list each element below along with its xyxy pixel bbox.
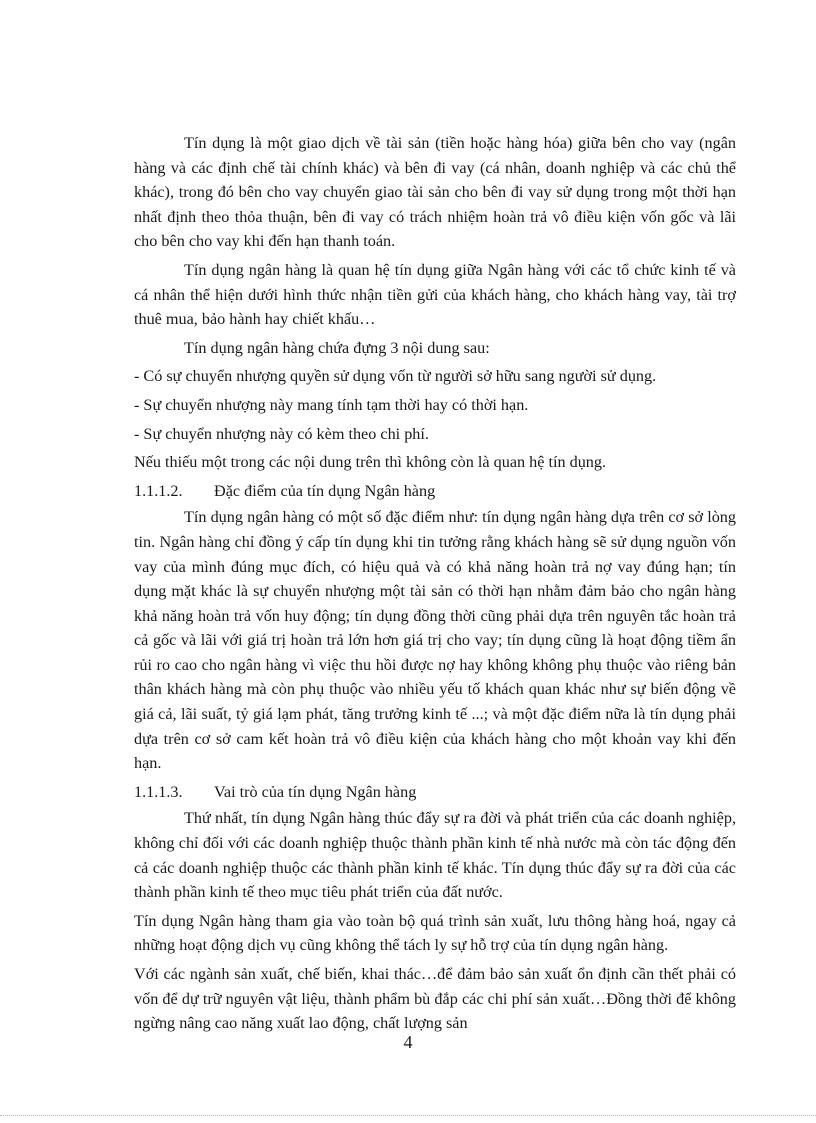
paragraph: Tín dụng ngân hàng chứa đựng 3 nội dung sau: (184, 338, 490, 357)
list-item: - Sự chuyển nhượng này mang tính tạm thời hay có thời hạn. (134, 395, 529, 414)
list-item: - Sự chuyển nhượng này có kèm theo chi phí. (134, 424, 429, 443)
section-number: 1.1.1.3. (134, 782, 183, 801)
section-title: Vai trò của tín dụng Ngân hàng (214, 782, 417, 801)
list-item: - Có sự chuyển nhượng quyền sử dụng vốn từ người sở hữu sang người sử dụng. (134, 367, 657, 386)
paragraph: Tín dụng là một giao dịch về tài sản (tiền hoặc hàng hóa) giữa bên cho vay (ngân hàng và các định chế tài chính khác) và bên đi vay (cá nhân, doanh nghiệp và các chủ thể khác), trong đó bên cho vay chuyển giao tài sản cho bên đi vay sử dụng trong một thời hạn nhất định theo thỏa thuận, bên đi vay có trách nhiệm hoàn trả vô điều kiện vốn gốc và lãi cho bên cho vay khi đến hạn thanh toán. (134, 134, 736, 251)
section-title: Đặc điểm của tín dụng Ngân hàng (214, 481, 436, 500)
document-body (134, 131, 736, 1036)
paragraph: Nếu thiếu một trong các nội dung trên thì không còn là quan hệ tín dụng. (134, 453, 607, 472)
section-number: 1.1.1.2. (134, 481, 183, 500)
paragraph: Thứ nhất, tín dụng Ngân hàng thúc đẩy sự ra đời và phát triển của các doanh nghiệp, không chỉ đối với các doanh nghiệp thuộc thành phần kinh tế nhà nước mà còn tác động đến cả các doanh nghiệp thuộc các thành phần kinh tế khác. Tín dụng thúc đẩy sự ra đời của các thành phần kinh tế theo mục tiêu phát triển của đất nước. (134, 809, 736, 902)
footer-divider (0, 1115, 816, 1116)
paragraph: Với các ngành sản xuất, chế biến, khai thác…để đảm bảo sản xuất ổn định cần thết phải có vốn để dự trữ nguyên vật liệu, thành phẩm bù đắp các chi phí sản xuất…Đồng thời để không ngừng nâng cao năng xuất lao động, chất lượng sản (134, 965, 736, 1033)
paragraph: Tín dụng ngân hàng có một số đặc điểm như: tín dụng ngân hàng dựa trên cơ sở lòng tin. Ngân hàng chỉ đồng ý cấp tín dụng khi tin tưởng rằng khách hàng sẽ sử dụng nguồn vốn vay của mình đúng mục đích, có hiệu quả và có khả năng hoàn trả nợ vay đúng hạn; tín dụng mặt khác là sự chuyển nhượng một tài sản có thời hạn nhằm đảm bảo cho ngân hàng khả năng hoàn trả vốn huy động; tín dụng đồng thời cũng phải dựa trên nguyên tắc hoàn trả cả gốc và lãi với giá trị hoàn trả lớn hơn giá trị cho vay; tín dụng cũng là hoạt động tiềm ẩn rủi ro cao cho ngân hàng vì việc thu hồi được nợ hay không không phụ thuộc vào riêng bản thân khách hàng mà còn phụ thuộc vào nhiều yếu tố khách quan khác như sự biến động về giá cả, lãi suất, tỷ giá lạm phát, tăng trưởng kinh tế ...; và một đặc điểm nữa là tín dụng phải dựa trên cơ sở cam kết hoàn trả vô điều kiện của khách hàng cho một khoản vay khi đến hạn. (134, 508, 736, 773)
section-heading (134, 479, 736, 504)
page-number: 4 (403, 1032, 413, 1052)
paragraph: Tín dụng ngân hàng là quan hệ tín dụng giữa Ngân hàng với các tổ chức kinh tế và cá nhân thể hiện dưới hình thức nhận tiền gửi của khách hàng, cho khách hàng vay, tài trợ thuê mua, bảo hành hay chiết khấu… (134, 260, 736, 329)
section-heading (134, 780, 736, 805)
paragraph: Tín dụng Ngân hàng tham gia vào toàn bộ quá trình sản xuất, lưu thông hàng hoá, ngay cả những hoạt động dịch vụ cũng không thể tách ly sự hỗ trợ của tín dụng ngân hàng. (134, 911, 736, 955)
